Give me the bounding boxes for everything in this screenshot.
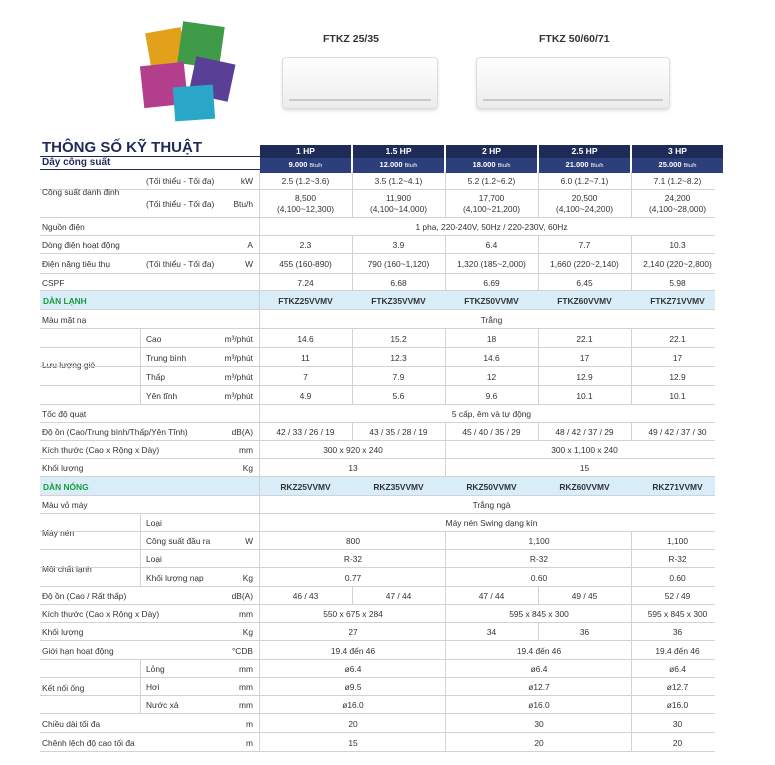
label-piping: Kết nối ống <box>42 683 85 693</box>
indoor-unit-image-large <box>476 57 670 109</box>
indoor-unit-image-small <box>282 57 438 109</box>
section-indoor: DÀN LẠNH FTKZ25VVMV FTKZ35VVMV FTKZ50VVMV FTKZ60VVMV FTKZ71VVMV <box>40 291 715 310</box>
feature-badge-logo <box>140 22 236 122</box>
row-indoor-noise: Độ ồn (Cao/Trung bình/Thấp/Yên Tĩnh) dB(A) 42 / 33 / 26 / 19 43 / 35 / 28 / 19 45 / 40 / 35 / 29 48 / 42 / 37 / 29 49 / 42 / 37 / 30 <box>40 423 715 441</box>
row-capacity-kw: (Tối thiểu - Tối đa) kW 2.5 (1.2~3.6) 3.5 (1.2~4.1) 5.2 (1.2~6.2) 6.0 (1.2~7.1) 7.1 (1.2~8.2) <box>40 171 715 190</box>
row-cspf: CSPF 7.24 6.68 6.69 6.45 5.98 <box>40 274 715 291</box>
row-airflow-quiet: Yên tĩnh m³/phút 4.9 5.6 9.6 10.1 10.1 <box>40 386 715 405</box>
section-outdoor: DÀN NÓNG RKZ25VVMV RKZ35VVMV RKZ50VVMV RKZ60VVMV RKZ71VVMV <box>40 477 715 496</box>
row-piping-drain: Nước xả mm ø16.0 ø16.0 ø16.0 <box>40 696 715 714</box>
row-piping-gas: Hơi mm ø9.5 ø12.7 ø12.7 <box>40 678 715 696</box>
row-indoor-weight: Khối lượng Kg 13 15 <box>40 459 715 477</box>
hp-header-5: 3 HP 25.000 Btu/h <box>632 145 723 171</box>
row-airflow-medium: Trung bình m³/phút 11 12.3 14.6 17 17 <box>40 348 715 367</box>
row-fan-speed: Tốc độ quạt 5 cấp, êm và tự động <box>40 405 715 423</box>
row-indoor-dimensions: Kích thước (Cao x Rộng x Dày) mm 300 x 920 x 240 300 x 1,100 x 240 <box>40 441 715 459</box>
row-refrigerant-charge: Khối lượng nạp Kg 0.77 0.60 0.60 <box>40 568 715 587</box>
row-outdoor-dimensions: Kích thước (Cao x Rộng x Dày) mm 550 x 675 x 284 595 x 845 x 300 595 x 845 x 300 <box>40 605 715 623</box>
label-rated-capacity: Công suất danh định <box>42 187 120 197</box>
spec-title: THÔNG SỐ KỸ THUẬT <box>42 139 202 156</box>
row-outdoor-weight: Khối lượng Kg 27 34 36 36 <box>40 623 715 641</box>
label-airflow: Lưu lượng gió <box>42 360 96 370</box>
row-compressor-type: Loại Máy nén Swing dạng kín <box>40 514 715 532</box>
row-panel-color: Màu mặt nạ Trắng <box>40 310 715 329</box>
row-power-consumption: Điện năng tiêu thụ (Tối thiểu - Tối đa) W 455 (160-890) 790 (160~1,120) 1,320 (185~2,000) 1,660 (220~2,140) 2,140 (220~2,800) <box>40 254 715 274</box>
model-title-large: FTKZ 50/60/71 <box>539 33 610 45</box>
row-refrigerant-type: Loại R-32 R-32 R-32 <box>40 550 715 568</box>
row-max-length: Chiều dài tối đa m 20 30 30 <box>40 714 715 733</box>
row-compressor-output: Công suất đầu ra W 800 1,100 1,100 <box>40 532 715 550</box>
capacity-label: Dây công suất <box>42 157 111 168</box>
row-airflow-low: Thấp m³/phút 7 7.9 12 12.9 12.9 <box>40 367 715 386</box>
hp-header-4: 2.5 HP 21.000 Btu/h <box>539 145 630 171</box>
row-power-source: Nguồn điện 1 pha, 220-240V, 50Hz / 220-230V, 60Hz <box>40 218 715 236</box>
hp-header-2: 1.5 HP 12.000 Btu/h <box>353 145 444 171</box>
row-airflow-high: Cao m³/phút 14.6 15.2 18 22.1 22.1 <box>40 329 715 348</box>
label-refrigerant: Môi chất lạnh <box>42 564 92 574</box>
hp-header-1: 1 HP 9.000 Btu/h <box>260 145 351 171</box>
product-header <box>0 0 775 136</box>
row-max-height: Chênh lệch độ cao tối đa m 15 20 20 <box>40 733 715 752</box>
hp-header-3: 2 HP 18.000 Btu/h <box>446 145 537 171</box>
label-compressor: Máy nén <box>42 528 75 538</box>
row-operating-range: Giới hạn hoạt động °CDB 19.4 đến 46 19.4 đến 46 19.4 đến 46 <box>40 641 715 660</box>
row-operating-current: Dòng điện hoạt động A 2.3 3.9 6.4 7.7 10.3 <box>40 236 715 254</box>
row-piping-liquid: Lỏng mm ø6.4 ø6.4 ø6.4 <box>40 660 715 678</box>
model-title-small: FTKZ 25/35 <box>323 33 380 45</box>
row-outdoor-noise: Độ ồn (Cao / Rất thấp) dB(A) 46 / 43 47 / 44 47 / 44 49 / 45 52 / 49 <box>40 587 715 605</box>
row-casing-color: Màu vỏ máy Trắng ngà <box>40 496 715 514</box>
row-capacity-btu: (Tối thiểu - Tối đa) Btu/h 8,500 (4,100~12,300) 11,900 (4,100~14,000) 17,700 (4,100~21,200) 20,500 (4,100~24,200) 24,200 (4,100~28,000) <box>40 190 715 218</box>
